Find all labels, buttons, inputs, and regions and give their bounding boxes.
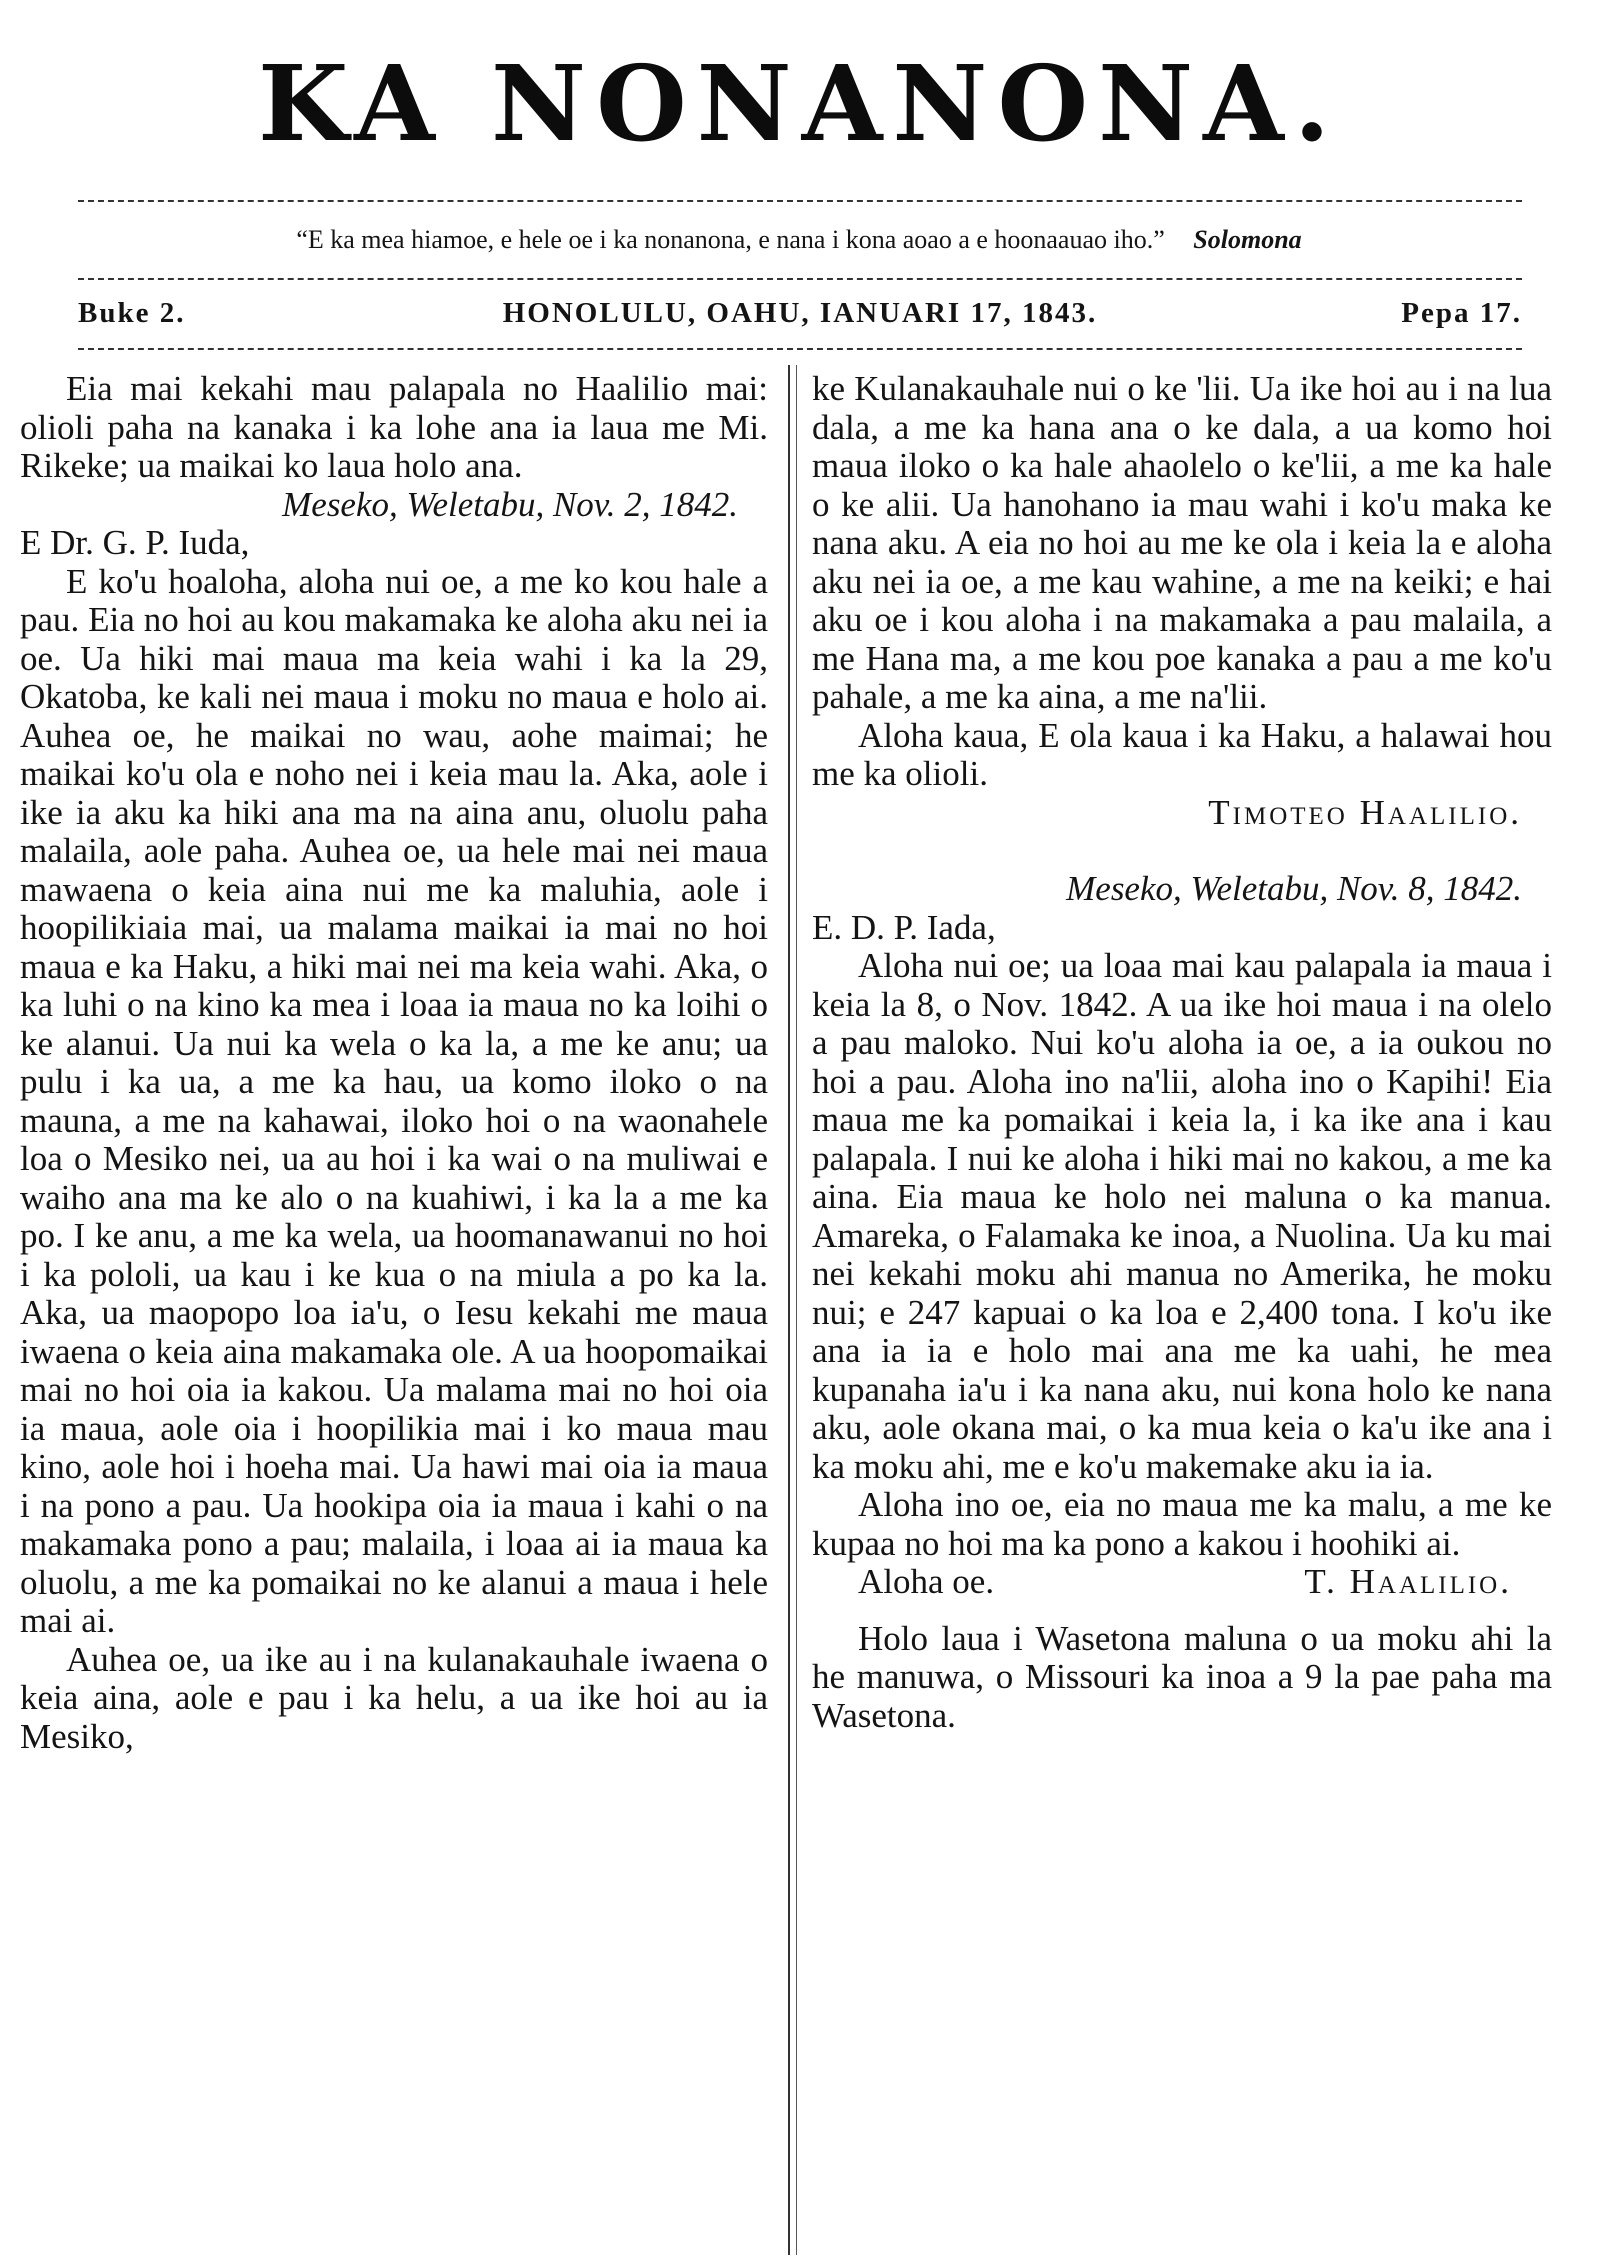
letter1-header: Meseko, Weletabu, Nov. 2, 1842.	[282, 484, 738, 524]
right-column	[812, 370, 1552, 1735]
motto-author: Solomona	[1193, 225, 1302, 254]
notice-spacer	[812, 1602, 1552, 1620]
motto	[0, 224, 1598, 255]
letter2-signature: T. Haalilio.	[1304, 1562, 1512, 1601]
column-divider-inner	[796, 365, 797, 2255]
dateline-number: Pepa 17.	[1401, 297, 1522, 329]
letter1-paragraph-2: Auhea oe, ua ike au i na kulanakauhale iwaena o keia aina, aole e pau i ka helu, a ua ike hoi au ia Mesiko,	[20, 1639, 768, 1756]
letter2-closing: Aloha oe.	[858, 1562, 995, 1601]
letter1-signature: Timoteo Haalilio.	[1208, 792, 1522, 832]
letter1-paragraph-3: Aloha kaua, E ola kaua i ka Haku, a halawai hou me ka olioli.	[812, 715, 1552, 793]
dateline-volume: Buke 2.	[78, 297, 186, 329]
letter2-closing-line	[812, 1563, 1552, 1602]
motto-rule	[78, 278, 1522, 280]
letter1-paragraph-2-continued: ke Kulanakauhale nui o ke 'lii. Ua ike hoi au i na lua dala, a me ka hana ana o ke dala, a ua komo hoi maua iloko o ka hale ahaolelo o ke'lii, a me ka hale o ke alii. Ua hanohano ia mau wahi i ko'u maka ke nana aku. A eia no hoi au me ke ola i keia la e aloha aku nei ia oe, a me kau wahine, a me na keiki; e hai aku oe i kou aloha i na makamaka a pau malaila, a me Hana ma, a me kou poe kanaka a pau a me ko'u pahale, a me ka aina, a me na'lii.	[812, 369, 1552, 716]
masthead-title: KA NONANONA.	[257, 42, 1341, 165]
letter-spacer	[812, 832, 1552, 870]
dateline-rule	[78, 348, 1522, 350]
notice-paragraph: Holo laua i Wasetona maluna o ua moku ahi la he manuwa, o Missouri ka inoa a 9 la pae paha ma Wasetona.	[812, 1618, 1552, 1735]
left-column	[20, 370, 768, 1756]
intro-paragraph: Eia mai kekahi mau palapala no Haalilio mai: olioli paha na kanaka i ka lohe ana ia laua me Mi. Rikeke; ua maikai ko laua holo ana.	[20, 369, 768, 485]
column-divider	[788, 365, 790, 2255]
dateline-place-date: HONOLULU, OAHU, IANUARI 17, 1843.	[502, 297, 1098, 329]
motto-quote: “E ka mea hiamoe, e hele oe i ka nonanona, e nana i kona aoao a e hoonaauao iho.”	[296, 225, 1165, 254]
letter2-header: Meseko, Weletabu, Nov. 8, 1842.	[1066, 869, 1522, 908]
masthead-rule	[78, 200, 1522, 202]
letter1-paragraph: E ko'u hoaloha, aloha nui oe, a me ko kou hale a pau. Eia no hoi au kou makamaka ke aloha aku nei ia oe. Ua hiki mai maua ma keia wahi i ka la 29, Okatoba, ke kali nei maua i moku no maua e holo ai. Auhea oe, he maikai no wau, aohe maimai; he maikai ko'u ola e noho nei i keia mau la. Aka, aole i ike ia aku ka hiki ana ma na aina anu, oluolu paha malaila, aole paha. Auhea oe, ua hele mai nei maua mawaena o keia aina nui me ka maluhia, aole i hoopilikiaia mai, ua malama maikai ia mai no hoi maua e ka Haku, a hiki mai nei ma keia wahi. Aka, o ka luhi o na kino ka mea i loaa ia maua no ka loihi o ke alanui. Ua nui ka wela o ka la, a me ke anu; ua pulu i ka ua, a me ka hau, ua komo iloko o na mauna, a me na kahawai, iloko hoi o na waonahele loa o Mesiko nei, ua au hoi i ka wai o na muliwai e waiho ana ma ke alo o na kuahiwi, i ka la a me ka po. I ke anu, a me ka wela, ua hoomanawanui no hoi i ka pololi, ua kau i ke kua o na miula a po ka la. Aka, ua maopopo loa ia'u, o Iesu kekahi me maua iwaena o keia aina makamaka ole. A ua hoopomaikai mai no hoi oia ia kakou. Ua malama mai no hoi oia ia maua, aole oia i hoopilikia mai i ko maua mau kino, aole hoi i hoeha mai. Ua hawi mai oia ia maua i na pono a pau. Ua hookipa oia ia maua i kahi o na makamaka pono a pau; malaila, i loaa ai ia maua ka oluolu, a me ka pomaikai no ke alanui a maua i hele mai ai.	[20, 561, 768, 1640]
letter2-paragraph: Aloha nui oe; ua loaa mai kau palapala ia maua i keia la 8, o Nov. 1842. A ua ike hoi maua i na olelo a pau maloko. Nui ko'u aloha ia oe, a ia oukou no hoi a pau. Aloha ino na'lii, aloha ino o Kapihi! Eia maua me ka pomaikai i keia la, i ka ike ana i kau palapala. I nui ke aloha i hiki mai no kakou, a me ka aina. Eia maua ke holo nei maluna o ka manua. Amareka, o Falamaka ke inoa, a Nuolina. Ua ku mai nei kekahi moku ahi manua no Amerika, he moku nui; e 247 kapuai o ka loa e 2,400 tona. I ko'u ike ana ia ia e holo mai ana me ka uahi, he mea kupanaha ia'u i ka nana aku, nui kona holo ke nana aku, aole okana mai, o ka mua keia o ka'u ike ana i ka moku ahi, me e ko'u makemake aku ia ia.	[812, 946, 1552, 1486]
letter1-addressee: E Dr. G. P. Iuda,	[20, 523, 250, 562]
letter2-addressee: E. D. P. Iada,	[812, 907, 996, 947]
letter2-paragraph-2: Aloha ino oe, eia no maua me ka malu, a me ke kupaa no hoi ma ka pono a kakou i hoohiki ai.	[812, 1485, 1552, 1563]
